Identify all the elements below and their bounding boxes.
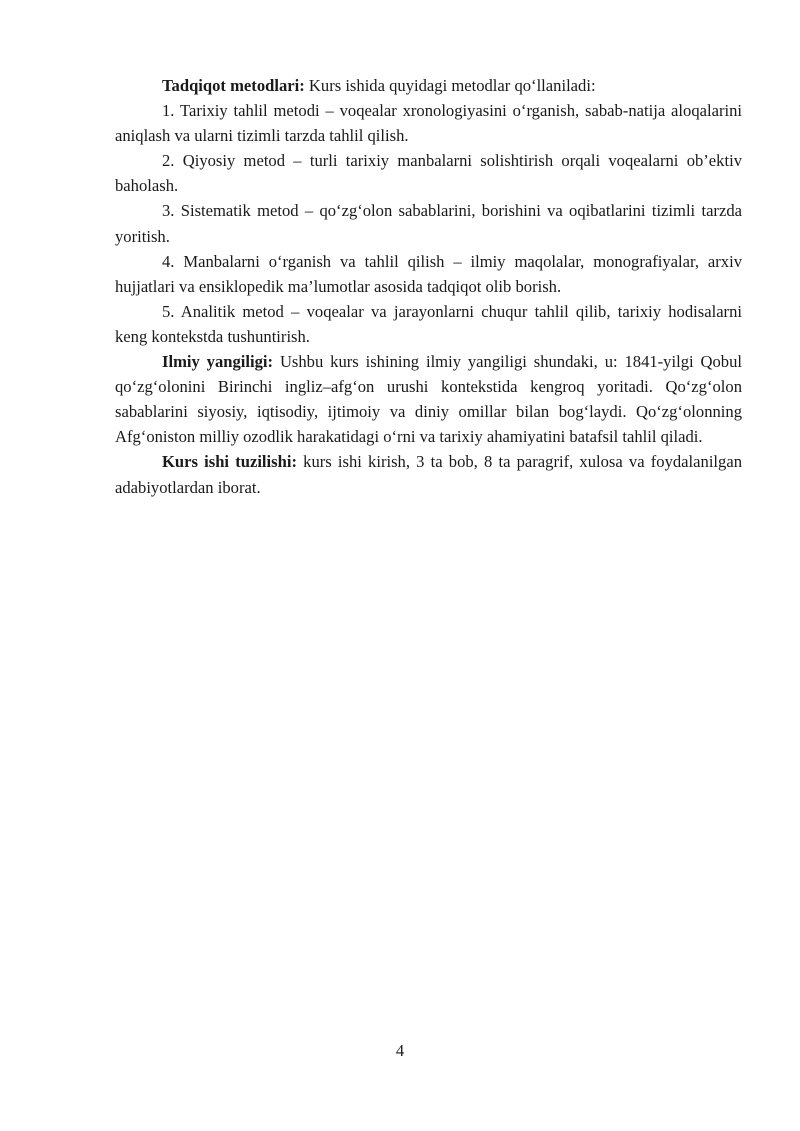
method-item-1: [115, 98, 742, 148]
paragraph-text: 1. Tarixiy tahlil metodi – voqealar xronologiyasini o‘rganish, sabab-natija aloqalarini aniqlash va ularni tizimli tarzda tahlil qilish.: [115, 101, 742, 146]
paragraph-course-structure: [115, 449, 742, 499]
method-item-5: [115, 299, 742, 349]
paragraph-heading: Kurs ishi tuzilishi:: [162, 452, 297, 472]
paragraph-text: Ushbu kurs ishining ilmiy yangiligi shundaki, u: 1841-yilgi Qobul qo‘zg‘olonini Birinchi ingliz–afg‘on urushi kontekstida kengroq yoritadi. Qo‘zg‘olon sabablarini siyosiy, iqtisodiy, ijtimoiy va diniy omillar bilan bog‘laydi. Qo‘zg‘olonning Afg‘oniston milliy ozodlik harakatidagi o‘rni va tarixiy ahamiyatini batafsil tahlil qiladi.: [115, 352, 742, 447]
paragraph-text: kurs ishi kirish, 3 ta bob, 8 ta paragrif, xulosa va foydalanilgan adabiyotlardan iborat.: [115, 452, 742, 497]
paragraph-heading: Tadqiqot metodlari:: [162, 76, 305, 95]
method-item-3: [115, 198, 742, 248]
paragraph-text: Kurs ishida quyidagi metodlar qo‘llaniladi:: [304, 76, 596, 95]
document-page: [115, 73, 742, 500]
paragraph-heading: Ilmiy yangiligi:: [162, 352, 274, 372]
paragraph-text: 3. Sistematik metod – qo‘zg‘olon sabablarini, borishini va oqibatlarini tizimli tarzda yoritish.: [115, 201, 742, 246]
paragraph-text: 2. Qiyosiy metod – turli tarixiy manbalarni solishtirish orqali voqealarni ob’ektiv baholash.: [115, 151, 742, 196]
paragraph-research-methods: [115, 73, 742, 98]
method-item-4: [115, 249, 742, 299]
page-number: 4: [395, 1041, 405, 1060]
method-item-2: [115, 148, 742, 198]
paragraph-scientific-novelty: [115, 349, 742, 449]
paragraph-text: 4. Manbalarni o‘rganish va tahlil qilish – ilmiy maqolalar, monografiyalar, arxiv hujjatlari va ensiklopedik ma’lumotlar asosida tadqiqot olib borish.: [115, 251, 742, 296]
paragraph-text: 5. Analitik metod – voqealar va jarayonlarni chuqur tahlil qilib, tarixiy hodisalarni keng kontekstda tushuntirish.: [115, 301, 742, 346]
